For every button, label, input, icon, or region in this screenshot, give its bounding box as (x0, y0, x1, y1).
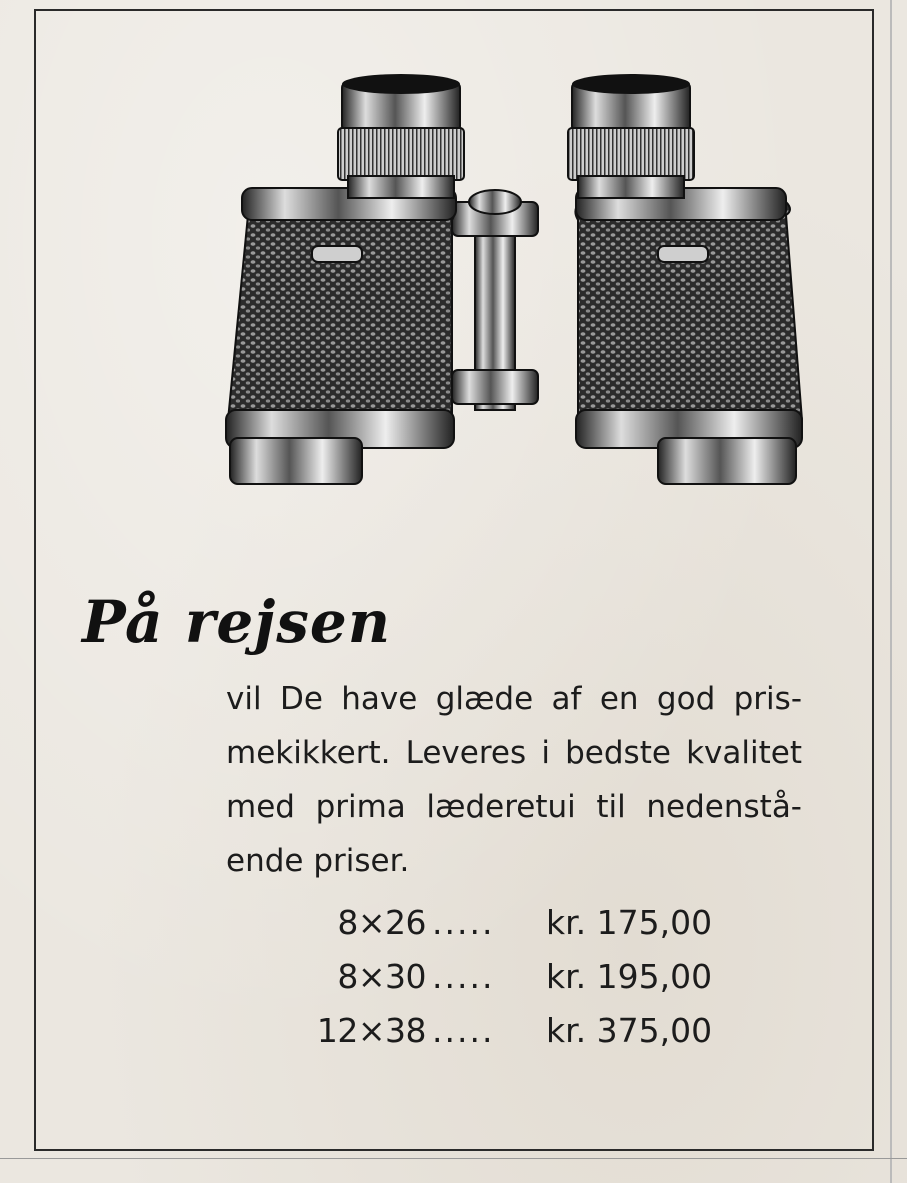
price-list (296, 903, 716, 1065)
headline: På rejsen (82, 588, 391, 656)
price-row (296, 957, 716, 1011)
body-paragraph (226, 672, 802, 888)
price-size: 8×26 (337, 903, 426, 942)
price-leader-dots: ..... (432, 1011, 495, 1050)
body-line: med prima læderetui til nedenstå- (226, 789, 802, 825)
body-line: mekikkert. Leveres i bedste kvalitet (226, 735, 802, 771)
price-amount: kr. 375,00 (546, 1011, 713, 1050)
price-amount: kr. 195,00 (546, 957, 713, 996)
price-leader-dots: ..... (432, 903, 495, 942)
price-size: 12×38 (316, 1011, 426, 1050)
body-line: ende priser. (226, 843, 410, 879)
binoculars-illustration (220, 70, 810, 490)
price-amount: kr. 175,00 (546, 903, 713, 942)
page-trim-line (0, 1158, 907, 1159)
page-edge (890, 0, 892, 1183)
price-row (296, 1011, 716, 1065)
body-line: vil De have glæde af en god pris- (226, 681, 802, 717)
price-size: 8×30 (337, 957, 426, 996)
price-row (296, 903, 716, 957)
price-leader-dots: ..... (432, 957, 495, 996)
